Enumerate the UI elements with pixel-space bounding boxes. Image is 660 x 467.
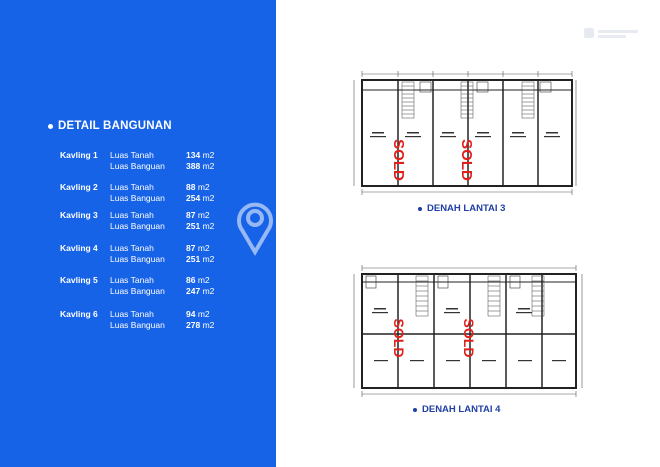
detail-title [48,120,172,132]
unit: m2 [202,286,215,296]
building-value: 278 [186,320,201,330]
plan-caption-lantai-4 [413,404,500,415]
unit: m2 [197,182,210,192]
building-value: 254 [186,193,201,203]
unit: m2 [197,275,210,285]
plan-caption-lantai-3 [418,203,505,214]
sold-stamp: SOLD [461,318,477,358]
kavling-name: Kavling 1 [60,150,98,160]
floor-plan-lantai-4 [350,262,590,404]
unit: m2 [202,161,215,171]
bullet-icon [48,124,53,129]
land-value: 87 [186,243,196,253]
bullet-icon [413,408,417,412]
land-label: Luas Tanah [110,210,154,220]
land-label: Luas Tanah [110,243,154,253]
land-value: 134 [186,150,201,160]
sold-stamp: SOLD [390,139,407,181]
land-value: 87 [186,210,196,220]
unit: m2 [202,320,215,330]
unit: m2 [197,243,210,253]
kavling-name: Kavling 4 [60,243,98,253]
land-value: 86 [186,275,196,285]
unit: m2 [202,221,215,231]
sold-stamp: SOLD [391,318,407,358]
land-label: Luas Tanah [110,150,154,160]
unit: m2 [202,254,215,264]
sold-stamp: SOLD [458,139,475,181]
land-label: Luas Tanah [110,309,154,319]
kavling-name: Kavling 5 [60,275,98,285]
detail-panel [0,0,276,467]
location-pin-logo-icon [236,196,274,256]
building-label: Luas Banguan [110,193,165,203]
plan-caption-text: DENAH LANTAI 4 [422,404,501,415]
building-label: Luas Banguan [110,221,165,231]
building-label: Luas Banguan [110,320,165,330]
building-label: Luas Banguan [110,286,165,296]
unit: m2 [197,210,210,220]
building-value: 247 [186,286,201,296]
floor-plan-lantai-3 [350,68,580,198]
land-label: Luas Tanah [110,182,154,192]
unit: m2 [197,309,210,319]
building-label: Luas Banguan [110,161,165,171]
kavling-name: Kavling 3 [60,210,98,220]
land-value: 94 [186,309,196,319]
detail-title-text: DETAIL BANGUNAN [58,120,172,132]
bullet-icon [418,207,422,211]
unit: m2 [202,193,215,203]
land-label: Luas Tanah [110,275,154,285]
brand-logo-icon [582,22,642,44]
unit: m2 [202,150,215,160]
building-value: 251 [186,221,201,231]
kavling-name: Kavling 2 [60,182,98,192]
land-value: 88 [186,182,196,192]
building-value: 251 [186,254,201,264]
plan-caption-text: DENAH LANTAI 3 [427,203,506,214]
kavling-name: Kavling 6 [60,309,98,319]
building-label: Luas Banguan [110,254,165,264]
building-value: 388 [186,161,201,171]
